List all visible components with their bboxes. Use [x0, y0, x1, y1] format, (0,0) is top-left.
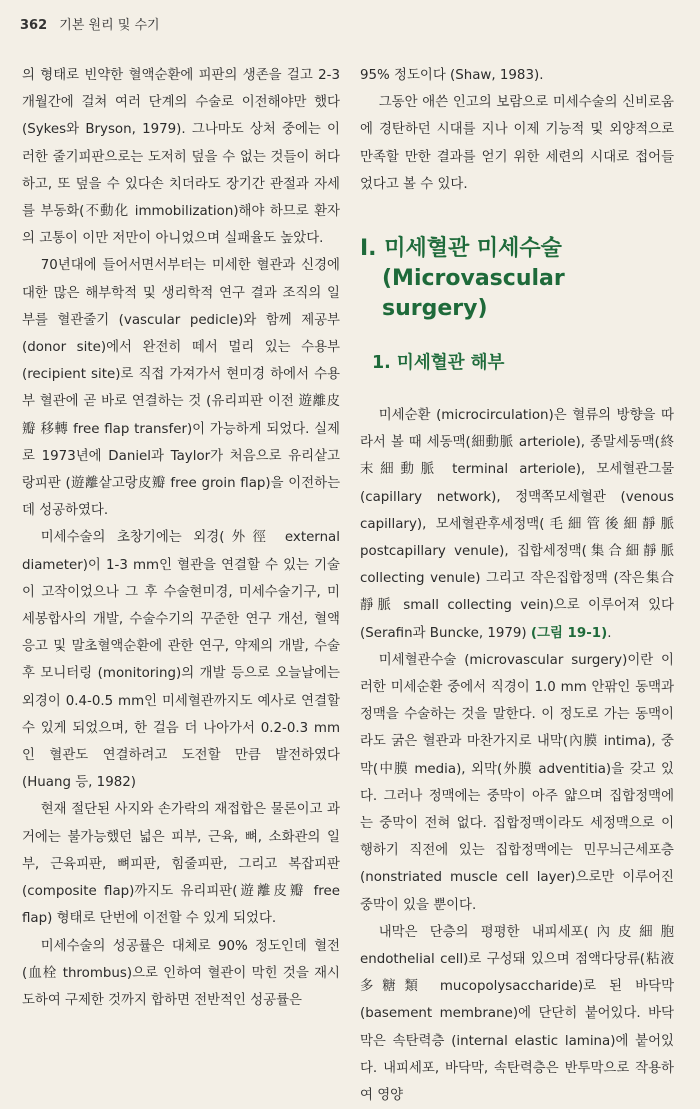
paragraph: 미세수술의 초창기에는 외경(外徑 external diameter)이 1-3 mm인 혈관을 연결할 수 있는 기술이 고작이었으나 그 후 수술현미경, 미세수술기구, 미세봉합사의 개발, 수술수기의 꾸준한 연구 개선, 혈액응고 및 말초혈액순환에 관한 연구, 약제의 개발, 수술 후 모니터링 (monitoring)의 개발 등으로 오늘날에는 외경이 0.4-0.5 mm인 미세혈관까지도 예사로 연결할 수 있게 되었으며, 한 걸음 더 나아가서 0.2-0.3 mm인 혈관도 연결하려고 도전할 만큼 발전하였다 (Huang 등, 1982) — [22, 530, 340, 791]
paragraph: 미세혈관수술 (microvascular surgery)이란 이러한 미세순환 중에서 직경이 1.0 mm 안팎인 동맥과 정맥을 수술하는 것을 말한다. 이 정도로 가는 동맥이라도 굵은 혈관과 마찬가지로 내막(內膜 intima), 중막(中膜 media), 외막(外膜 adventitia)을 갖고 있다. 그러나 정맥에는 중막이 아주 얇으며 집합정맥에는 중막이 전혀 없다. 집합정맥이라도 세정맥으로 이행하기 직전에 있는 집합정맥에는 민무늬근세포층(nonstriated muscle cell layer)으로만 이루어진 중막이 있을 뿐이다. — [360, 652, 674, 913]
running-header — [20, 14, 160, 33]
left-column — [22, 62, 340, 1014]
paragraph-text: 미세순환 (microcirculation)은 혈류의 방향을 따라서 볼 때 세동맥(細動脈 arteriole), 종말세동맥(終末細動脈 terminal arteriole), 모세혈관그물 (capillary network), 정맥쪽모세혈관 (venous capillary), 모세혈관후세정맥(毛細管後細靜脈 postcapillary venule), 집합세정맥(集合細靜脈 collecting venule) 그리고 작은집합정맥 (작은集合靜脈 small collecting vein)으로 이루어져 있다 (Serafin과 Buncke, 1979) — [360, 408, 674, 641]
paragraph: 미세순환 (microcirculation)은 혈류의 방향을 따라서 볼 때 세동맥(細動脈 arteriole), 종말세동맥(終末細動脈 terminal arteriole), 모세혈관그물 (capillary network), 정맥쪽모세혈관 (venous capillary), 모세혈관후세정맥(毛細管後細靜脈 postcapillary venule), 집합세정맥(集合細靜脈 collecting venule) 그리고 작은집합정맥 (작은集合靜脈 small collecting vein)으로 이루어져 있다 (Serafin과 Buncke, 1979) (그림 19-1). — [360, 408, 674, 641]
section-heading — [360, 234, 674, 324]
paragraph: 내막은 단층의 평평한 내피세포(內皮細胞 endothelial cell)로 구성돼 있으며 점액다당류(粘液多糖類 mucopolysaccharide)로 된 바닥막 (basement membrane)에 단단히 붙어있다. 바닥막은 속탄력층 (internal elastic lamina)에 붙어있다. 내피세포, 바닥막, 속탄력층은 반투막으로 작용하여 영양 — [360, 924, 674, 1104]
right-column — [360, 62, 674, 1109]
subsection-heading: 1. 미세혈관 해부 — [372, 353, 505, 374]
paragraph: 미세수술의 성공률은 대체로 90% 정도인데 혈전(血栓 thrombus)으로 인하여 혈관이 막힌 것을 재시도하여 구제한 것까지 합하면 전반적인 성공률은 — [22, 938, 340, 1008]
section-heading-line1: I. 미세혈관 미세수술 — [360, 236, 562, 262]
paragraph: 의 형태로 빈약한 혈액순환에 피판의 생존을 걸고 2-3개월간에 걸쳐 여러 단계의 수술로 이전해야만 했다 (Sykes와 Bryson, 1979). 그나마도 상처 중에는 이러한 줄기피판으로는 도저히 덮을 수 없는 것들이 허다하고, 또 덮을 수 있다손 치더라도 장기간 관절과 자세를 부동화(不動化 immobilization)해야 하므로 환자의 고통이 이만 저만이 아니었으며 실패율도 높았다. — [22, 68, 340, 247]
paragraph: 그동안 애쓴 인고의 보람으로 미세수술의 신비로움에 경탄하던 시대를 지나 이제 기능적 및 외양적으로 만족할 만한 결과를 얻기 위한 세련의 시대로 접어들었다고 볼 수 있다. — [360, 95, 674, 192]
paragraph: 95% 정도이다 (Shaw, 1983). — [360, 68, 544, 83]
section-heading-line2: (Microvascular surgery) — [382, 266, 565, 322]
page-number: 362 — [20, 18, 48, 33]
paragraph: 70년대에 들어서면서부터는 미세한 혈관과 신경에 대한 많은 해부학적 및 생리학적 연구 결과 조직의 일부를 혈관줄기 (vascular pedicle)와 함께 제공부(donor site)에서 완전히 떼서 멀리 있는 수용부(recipient site)로 직접 가져가서 현미경 하에서 수용부 혈관에 곧 바로 연결하는 것 (유리피판 이전 遊離皮瓣 移轉 free flap transfer)이 가능하게 되었다. 실제로 1973년에 Daniel과 Taylor가 처음으로 유리샅고랑피판 (遊離샅고랑皮瓣 free groin flap)을 이전하는데 성공하였다. — [22, 258, 340, 519]
figure-reference[interactable]: (그림 19-1) — [530, 625, 608, 641]
paragraph: 현재 절단된 사지와 손가락의 재접합은 물론이고 과거에는 불가능했던 넓은 피부, 근육, 뼈, 소화관의 일부, 근육피판, 뼈피판, 힘줄피판, 그리고 복잡피판 (composite flap)까지도 유리피판(遊離皮瓣 free flap) 형태로 단번에 이전할 수 있게 되었다. — [22, 802, 340, 927]
chapter-title: 기본 원리 및 수기 — [59, 18, 160, 33]
